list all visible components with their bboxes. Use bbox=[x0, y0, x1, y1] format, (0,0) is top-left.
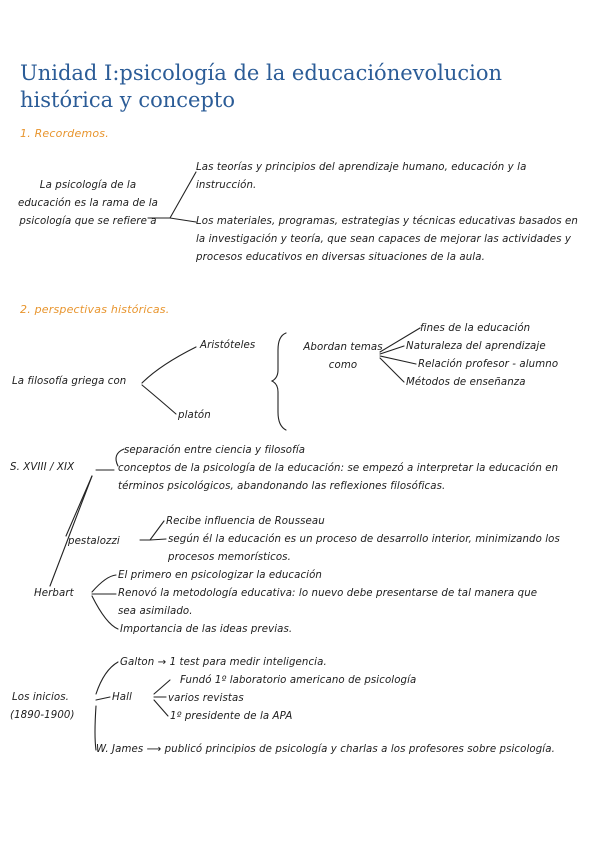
definition-item-theories: Las teorías y principios del aprendizaje humano, educación y la instrucción. bbox=[196, 162, 527, 191]
greek-philosophy-label: La filosofía griega con bbox=[12, 376, 127, 387]
galton-item: Galton → 1 test para medir inteligencia. bbox=[120, 657, 327, 668]
topic-item: fines de la educación bbox=[420, 323, 531, 334]
topic-item: Naturaleza del aprendizaje bbox=[406, 341, 546, 352]
section-heading-perspectivas: 2. perspectivas históricas. bbox=[20, 303, 170, 316]
james-item: W. James ⟶ publicó principios de psicología y charlas a los profesores sobre psicología. bbox=[96, 744, 555, 755]
hall-item: varios revistas bbox=[168, 693, 244, 704]
page-title: Unidad I:psicología de la educaciónevolucion histórica y concepto bbox=[20, 61, 503, 112]
plato-label: platón bbox=[178, 410, 211, 421]
pestalozzi-item: según él la educación es un proceso de desarrollo interior, minimizando los procesos memorísticos. bbox=[168, 534, 560, 563]
beginnings-label: Los inicios. bbox=[12, 692, 69, 703]
century-label: S. XVIII / XIX bbox=[10, 462, 75, 473]
topics-label: Abordan temas como bbox=[303, 342, 383, 371]
pestalozzi-label: pestalozzi bbox=[68, 536, 120, 547]
pestalozzi-item: Recibe influencia de Rousseau bbox=[166, 516, 325, 527]
herbart-item: Importancia de las ideas previas. bbox=[120, 624, 293, 635]
topic-item: Métodos de enseñanza bbox=[406, 377, 526, 388]
hall-label: Hall bbox=[112, 692, 132, 703]
herbart-label: Herbart bbox=[34, 588, 74, 599]
definition-item-materials: Los materiales, programas, estrategias y técnicas educativas basados en la investigación y teoría, que sean capaces de mejorar las actividades y procesos educativos en diversas situaciones de la aula. bbox=[196, 216, 578, 263]
herbart-item: El primero en psicologizar la educación bbox=[118, 570, 322, 581]
section-heading-recordemos: 1. Recordemos. bbox=[20, 127, 109, 140]
herbart-item: Renovó la metodología educativa: lo nuevo debe presentarse de tal manera que sea asimilado. bbox=[118, 588, 538, 617]
beginnings-years: (1890-1900) bbox=[10, 710, 75, 721]
century-item: separación entre ciencia y filosofía bbox=[124, 445, 306, 456]
topic-item: Relación profesor - alumno bbox=[418, 359, 559, 370]
aristotle-label: Aristóteles bbox=[200, 340, 256, 351]
hall-item: 1º presidente de la APA bbox=[170, 711, 293, 722]
century-item: conceptos de la psicología de la educación: se empezó a interpretar la educación en términos psicológicos, abandonando las reflexiones filosóficas. bbox=[118, 463, 559, 492]
hall-item: Fundó 1º laboratorio americano de psicología bbox=[180, 675, 417, 686]
definition-left: La psicología de la educación es la rama de la psicología que se refiere a bbox=[17, 180, 158, 227]
